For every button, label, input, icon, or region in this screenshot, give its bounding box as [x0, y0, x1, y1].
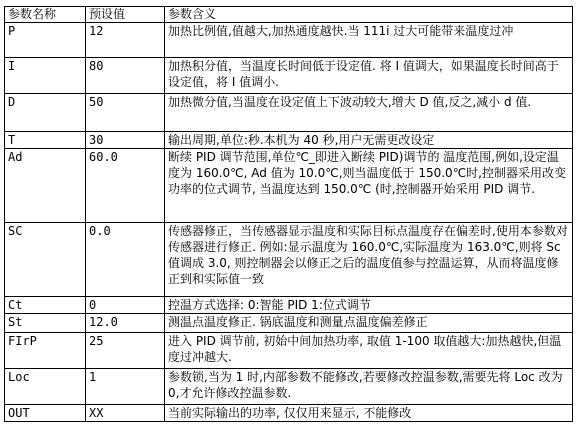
- table-row: [5, 297, 573, 314]
- param-name-cell: D: [5, 94, 86, 132]
- header-param-meaning: 参数含义: [165, 7, 573, 23]
- param-name-cell: St: [5, 314, 86, 333]
- param-desc-cell: 输出周期,单位:秒.本机为 40 秒,用户无需更改设定: [165, 132, 573, 149]
- param-value-cell: 30: [86, 132, 165, 149]
- table-row: [5, 58, 573, 94]
- parameter-table: [4, 6, 573, 422]
- param-desc-cell: 加热比例值,值越大,加热通度越快.当 111i 过大可能带来温度过冲: [165, 23, 573, 58]
- param-value-cell: 0.0: [86, 223, 165, 297]
- table-row: [5, 23, 573, 58]
- param-desc-cell: 参数锁,当为 1 时,内部参数不能修改,若要修改控温参数,需要先将 Loc 改为 0,才允许修改控温参数.: [165, 369, 573, 405]
- param-name-cell: Loc: [5, 369, 86, 405]
- param-value-cell: 0: [86, 297, 165, 314]
- table-row: [5, 94, 573, 132]
- param-desc-cell: 进入 PID 调节前, 初始中间加热功率, 取值 1-100 取值越大:加热越快,但温度过冲越大.: [165, 333, 573, 369]
- table-row: [5, 405, 573, 422]
- param-value-cell: 12.0: [86, 314, 165, 333]
- param-value-cell: 80: [86, 58, 165, 94]
- param-name-cell: SC: [5, 223, 86, 297]
- table-row: [5, 333, 573, 369]
- param-desc-cell: 加热积分值，当温度长时间低于设定值. 将 I 值调大，如果温度长时间高于设定值，将 I 值调小.: [165, 58, 573, 94]
- param-name-cell: I: [5, 58, 86, 94]
- param-value-cell: 60.0: [86, 149, 165, 223]
- header-param-name: 参数名称: [5, 7, 86, 23]
- table-row: [5, 149, 573, 223]
- table-row: [5, 132, 573, 149]
- param-desc-cell: 测温点温度修正. 锅底温度和测量点温度偏差修正: [165, 314, 573, 333]
- param-desc-cell: 断续 PID 调节范围,单位℃_即进入断续 PID)调节的 温度范围,例如,设定温度为 160.0℃, Ad 值为 10.0℃,则当温度低于 150.0℃时,控制器采用改变功率的位式调节, 当温度达到 150.0℃ (时,控制器开始采用 PID 调节.: [165, 149, 573, 223]
- param-desc-cell: 加热微分值,当温度在设定值上下波动较大,增大 D 值,反之,减小 d 值.: [165, 94, 573, 132]
- param-desc-cell: 控温方式选择: 0:智能 PID 1:位式调节: [165, 297, 573, 314]
- param-name-cell: P: [5, 23, 86, 58]
- param-value-cell: 25: [86, 333, 165, 369]
- param-name-cell: Ad: [5, 149, 86, 223]
- table-row: [5, 314, 573, 333]
- param-value-cell: 12: [86, 23, 165, 58]
- param-name-cell: T: [5, 132, 86, 149]
- table-header-row: [5, 7, 573, 23]
- header-preset-value: 预设值: [86, 7, 165, 23]
- param-name-cell: FIrP: [5, 333, 86, 369]
- param-name-cell: OUT: [5, 405, 86, 422]
- param-desc-cell: 传感器修正，当传感器显示温度和实际目标点温度存在偏差时,使用本参数对传感器进行修正. 例如:显示温度为 160.0℃,实际温度为 163.0℃,则将 Sc 值调成 3.0, 则控制器会以修正之后的温度值参与控温运算，从而将温度修正到和实际值一致: [165, 223, 573, 297]
- param-value-cell: 50: [86, 94, 165, 132]
- param-value-cell: 1: [86, 369, 165, 405]
- param-value-cell: XX: [86, 405, 165, 422]
- table-row: [5, 369, 573, 405]
- table-row: [5, 223, 573, 297]
- param-desc-cell: 当前实际输出的功率, 仅仅用来显示, 不能修改: [165, 405, 573, 422]
- param-name-cell: Ct: [5, 297, 86, 314]
